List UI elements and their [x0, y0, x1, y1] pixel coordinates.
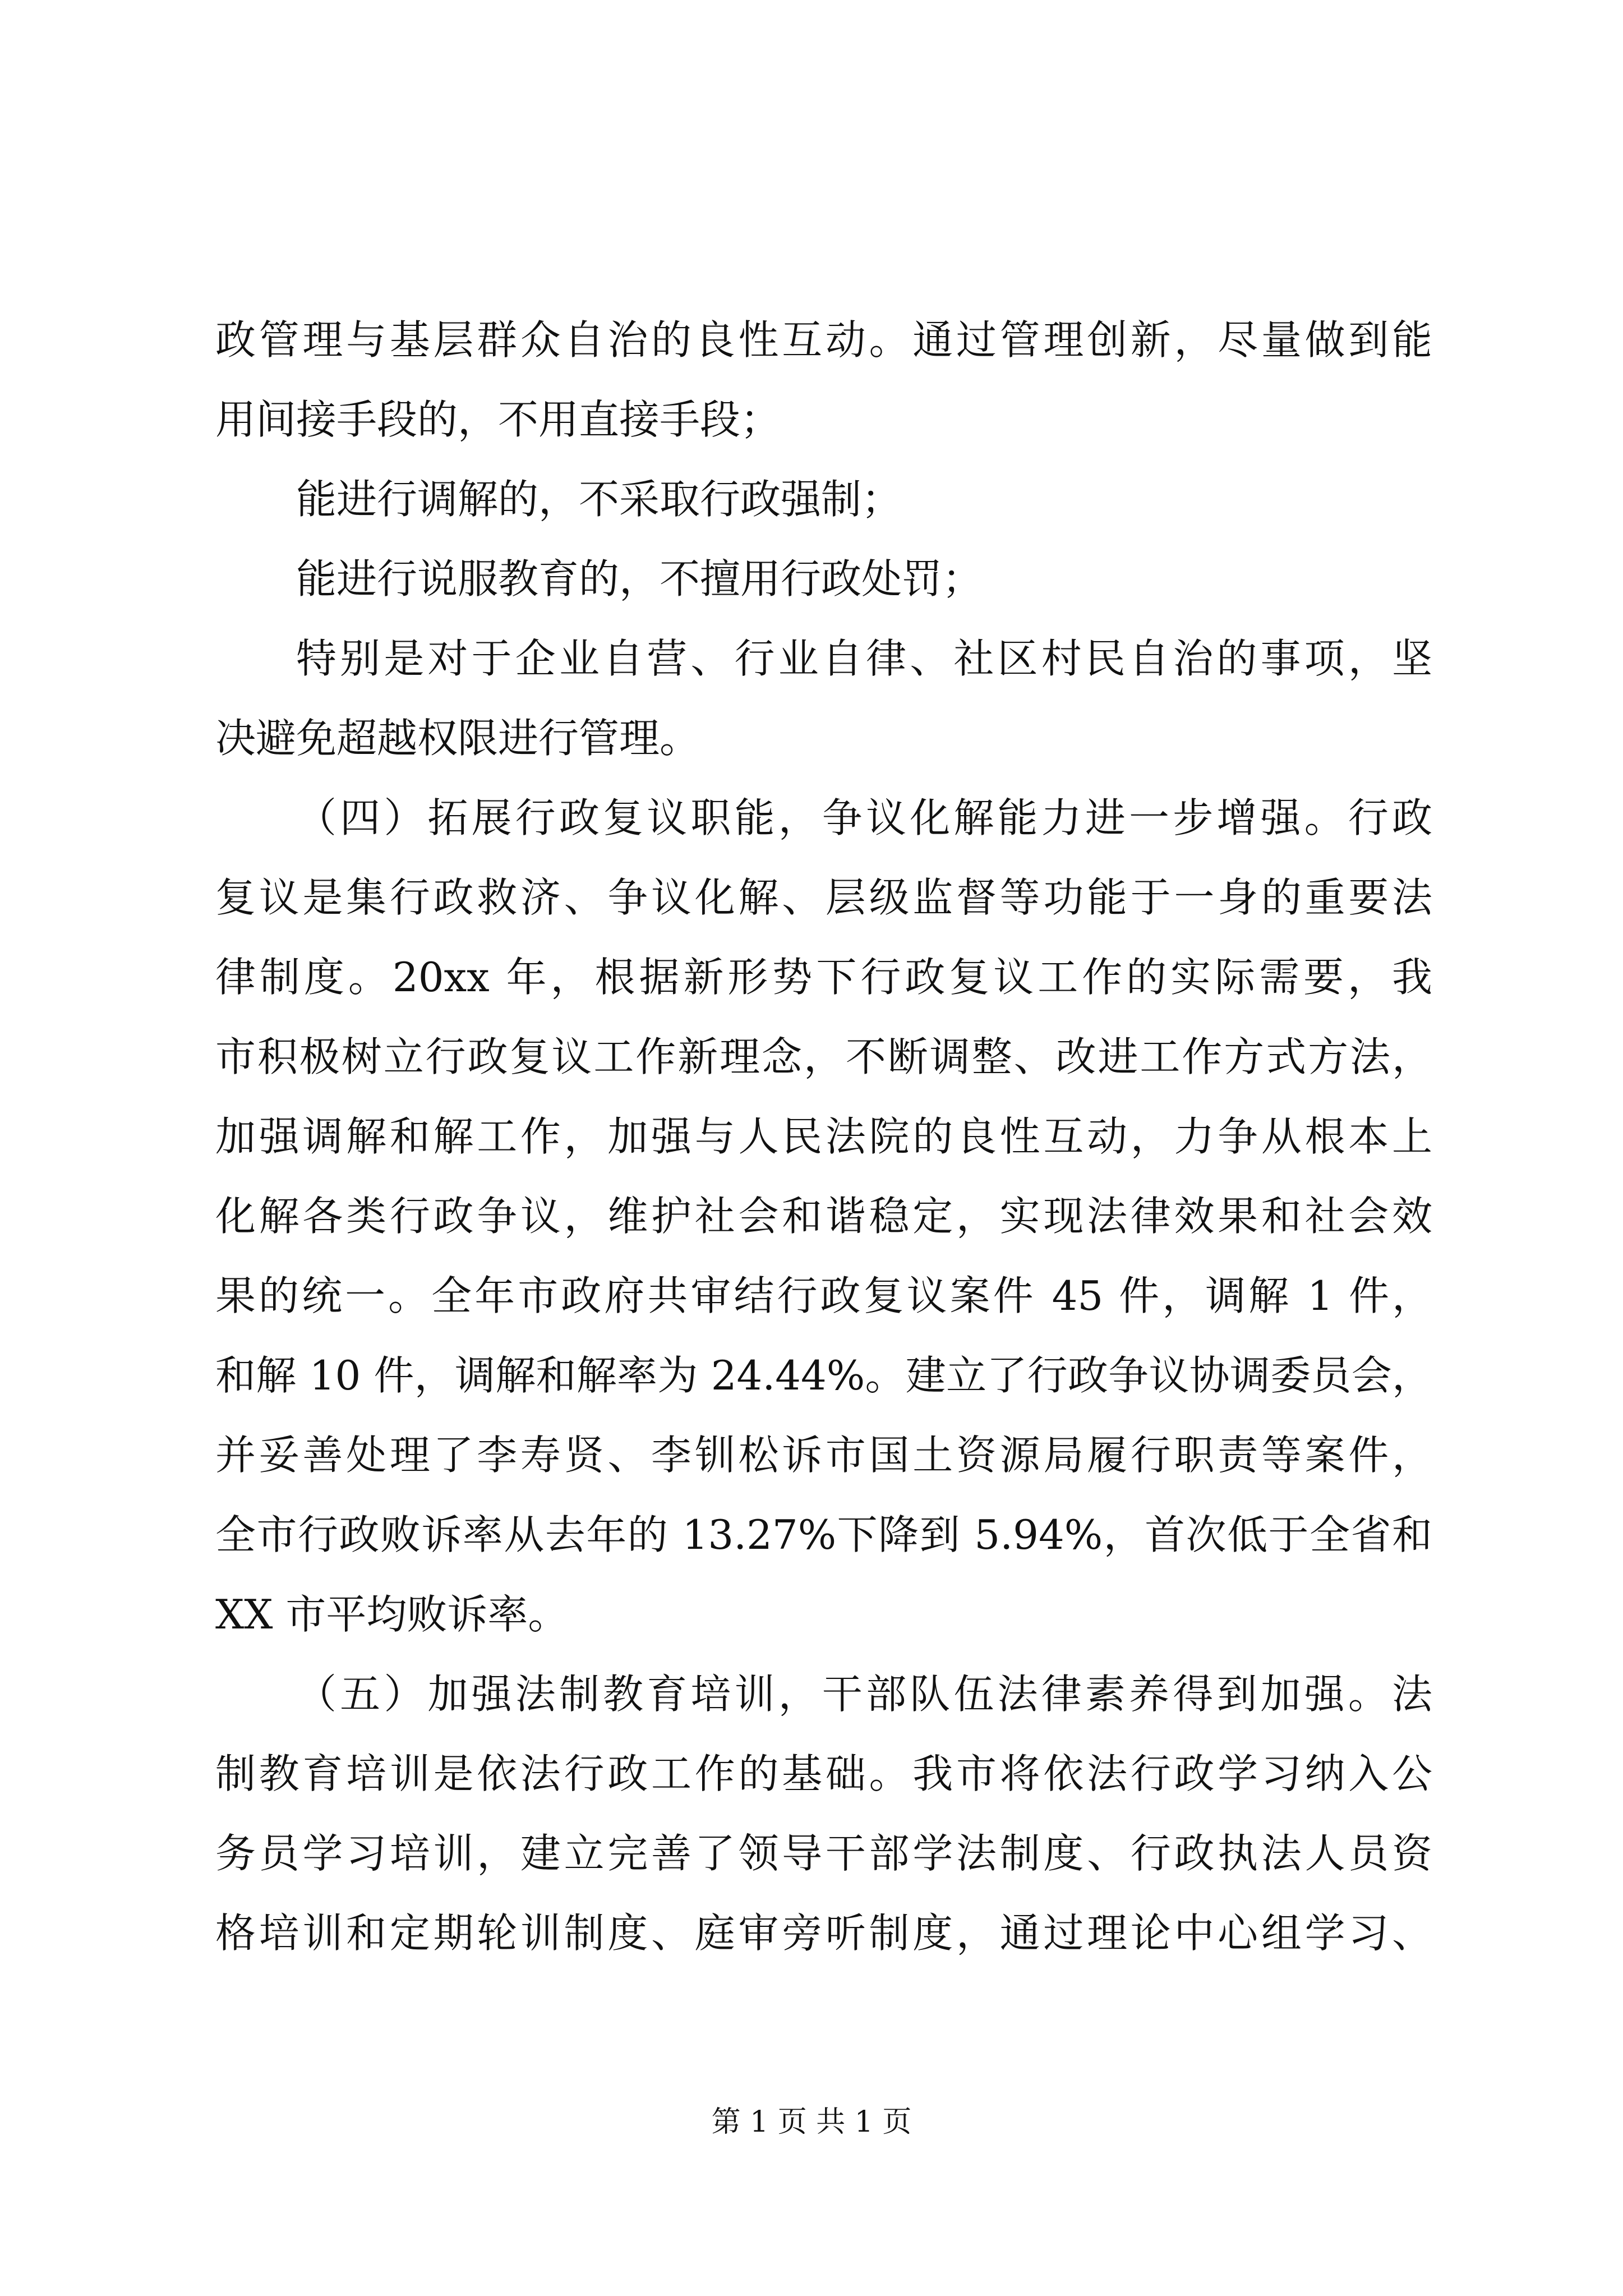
text-line: 能进行调解的，不采取行政强制； [296, 476, 902, 523]
text-line: 特别是对于企业自营、行业自律、社区村民自治的事项，坚 [296, 635, 1432, 682]
text-line: 加强调解和解工作，加强与人民法院的良性互动，力争从根本上 [215, 1113, 1432, 1160]
text-line: 并妥善处理了李寿贤、李钏松诉市国土资源局履行职责等案件， [215, 1432, 1432, 1479]
text-line: 和解 10 件，调解和解率为 24.44%。建立了行政争议协调委员会， [215, 1352, 1432, 1399]
text-line: 律制度。20xx 年，根据新形势下行政复议工作的实际需要，我 [215, 954, 1432, 1001]
text-line: 能进行说服教育的，不擅用行政处罚； [296, 555, 983, 602]
text-line: 果的统一。全年市政府共审结行政复议案件 45 件，调解 1 件， [215, 1272, 1432, 1319]
text-line: （四）拓展行政复议职能，争议化解能力进一步增强。行政 [296, 794, 1432, 841]
text-line: 用间接手段的，不用直接手段； [215, 396, 781, 443]
text-line: 复议是集行政救济、争议化解、层级监督等功能于一身的重要法 [215, 874, 1432, 921]
page-number-footer: 第 1 页 共 1 页 [711, 2105, 912, 2139]
text-line: 制教育培训是依法行政工作的基础。我市将依法行政学习纳入公 [215, 1750, 1432, 1797]
text-line: 化解各类行政争议，维护社会和谐稳定，实现法律效果和社会效 [215, 1193, 1432, 1240]
text-line: 政管理与基层群众自治的良性互动。通过管理创新，尽量做到能 [215, 316, 1432, 364]
text-line: （五）加强法制教育培训，干部队伍法律素养得到加强。法 [296, 1671, 1432, 1718]
text-line: 务员学习培训，建立完善了领导干部学法制度、行政执法人员资 [215, 1830, 1432, 1877]
text-line: XX 市平均败诉率。 [215, 1591, 569, 1638]
text-line: 市积极树立行政复议工作新理念，不断调整、改进工作方式方法， [215, 1033, 1432, 1080]
text-line: 格培训和定期轮训制度、庭审旁听制度，通过理论中心组学习、 [215, 1910, 1432, 1957]
document-body [215, 300, 1432, 1973]
text-line: 决避免超越权限进行管理。 [215, 715, 700, 762]
text-line: 全市行政败诉率从去年的 13.27%下降到 5.94%，首次低于全省和 [215, 1511, 1432, 1558]
